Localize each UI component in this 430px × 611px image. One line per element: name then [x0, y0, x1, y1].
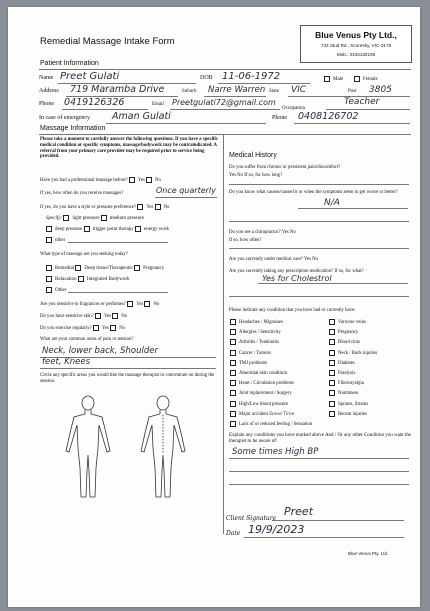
massage-info-heading: Massage Information [40, 125, 106, 132]
q-pain-areas: What are your common areas of pain or tension? [40, 337, 134, 342]
q-exercise: Do you exercise regularly? Yes No [40, 326, 126, 332]
company-address: 733 Stud Rd., Scoresby, VIC-3179 [320, 43, 392, 48]
emergency-value: Aman Gulati [112, 111, 171, 122]
company-name: Blue Venus Pty Ltd., [315, 30, 397, 40]
dob-value: 11-06-1972 [222, 71, 281, 82]
q-chiropractor: Do you see a chiropractor? Yes No [229, 230, 296, 235]
company-mobile: Mob.: 0434130196 [336, 52, 376, 57]
prescription-answer: Yes for Cholestrol [262, 274, 332, 283]
type-options-1: Remedial Deep tissue/Therapeutic Pregnancy [46, 265, 164, 271]
conditions-left-list [230, 319, 312, 431]
condition-item[interactable]: Neck / Back injuries [329, 350, 377, 360]
condition-item[interactable]: Heart / Circulation problems [230, 380, 312, 390]
q-medical-care: Are you currently under medical care? Yes No [229, 257, 318, 262]
client-signature-label: Client Signature [226, 515, 277, 522]
condition-item[interactable]: Lack of or reduced feeling / Sensation [230, 421, 312, 431]
condition-item[interactable]: Fibromyalgia [329, 380, 377, 390]
suburb-label: Suburb [182, 89, 197, 94]
q-chronic-pain-options: Yes No If so, for how long? [229, 173, 283, 178]
body-front-figure [66, 396, 110, 497]
massage-frequency-answer: Once quarterly [156, 186, 216, 195]
condition-item[interactable]: Sprains, Strains [329, 401, 377, 411]
q-conditions: Please indicate any condition that you have had or currently have: [229, 308, 356, 313]
type-other: Other [46, 287, 66, 293]
condition-item[interactable]: Pregnancy [329, 329, 377, 339]
email-value: Preetgulati72@gmail.com [172, 98, 276, 107]
pain-areas-answer-1: Neck, lower back, Shoulder [42, 346, 158, 356]
form-title: Remedial Massage Intake Form [40, 36, 175, 47]
condition-item[interactable]: Arthritis / Tendonitis [230, 339, 312, 349]
condition-item[interactable]: Recent injuries [329, 411, 377, 421]
condition-item[interactable]: Numbness [329, 390, 377, 400]
emergency-phone-value: 0408126702 [298, 111, 359, 122]
causes-answer: N/A [324, 198, 340, 208]
condition-item[interactable]: Blood clots [329, 339, 377, 349]
pressure-options-2: deep pressure trigger point therapy energy work [46, 226, 169, 232]
condition-item[interactable]: Allergies / Sensitivity [230, 329, 312, 339]
q-pressure-preference: If yes, do you have a style or pressure preference? Yes No [40, 205, 170, 211]
dob-label: DOB [200, 75, 213, 81]
post-label: Post [348, 89, 357, 94]
pressure-specify: Specify: light pressure medium pressure [46, 216, 144, 222]
email-label: Email [152, 102, 164, 107]
q-sensitive-skin: Do you have sensitive skin? Yes No [40, 314, 128, 320]
emergency-phone-label: Phone [272, 115, 287, 121]
q-causes: Do you know what causes/caused it or when the symptoms seem to get worse or better? [229, 190, 398, 195]
condition-item[interactable]: Major accident Some Time [230, 411, 312, 421]
body-diagram[interactable] [48, 393, 208, 503]
address-label: Address [39, 88, 59, 94]
phone-value: 0419126326 [64, 97, 125, 108]
suburb-value: Narre Warren [208, 85, 266, 95]
q-massage-type: What type of massage are you seeking today? [40, 252, 128, 257]
emergency-label: In case of emergency [39, 115, 91, 121]
intake-form-page [8, 7, 420, 607]
major-accident-note: Some Time [269, 411, 295, 417]
condition-item[interactable]: Joint replacement / Surgery [230, 390, 312, 400]
circle-areas-note: Circle any specific areas you would like the massage therapist to concentrate on during the session. [40, 373, 215, 384]
phone-label: Phone [39, 101, 54, 107]
condition-item[interactable]: High/Low blood pressure [230, 401, 312, 411]
patient-info-heading: Patient Information [40, 60, 99, 67]
pain-areas-answer-2: feet, Knees [42, 357, 91, 367]
occupation-label: Occupation [282, 106, 306, 111]
state-label: State [269, 89, 279, 94]
q-massage-frequency: If yes, how often do you receive massages? [40, 191, 124, 196]
condition-item[interactable]: Paralysis [329, 370, 377, 380]
explain-conditions: Explain any conditions you have marked above And / Or any other Condition you want the therapist to be aware of: [229, 433, 412, 444]
female-option[interactable]: Female [354, 76, 378, 82]
condition-item[interactable]: Abnormal skin condition [230, 370, 312, 380]
massage-intro: Please take a moment to carefully answer the following questions. If you have a specific medical condition or specific symptoms, massage/bodywork may be contraindicated. A referral from your primary care provider may be required prior to service being provided. [40, 137, 218, 160]
q-chronic-pain: Do you suffer from chronic or persistent pain/discomfort? [229, 165, 341, 170]
conditions-right-list [329, 319, 377, 421]
name-label: Name [39, 75, 54, 81]
q-professional-massage: Have you had a professional massage before? Yes No [40, 178, 161, 184]
address-value: 719 Maramba Drive [70, 84, 165, 95]
date-value: 19/9/2023 [248, 523, 305, 536]
footer-company: Blue Venus Pty. Ltd. [348, 551, 389, 556]
occupation-value: Teacher [344, 97, 380, 107]
condition-item[interactable]: TMJ problems [230, 360, 312, 370]
male-option[interactable]: Male [324, 76, 343, 82]
name-value: Preet Gulati [60, 71, 120, 82]
state-value: VIC [291, 85, 307, 95]
explain-answer: Some times High BP [232, 447, 319, 457]
condition-item[interactable]: Headaches / Migraines [230, 319, 312, 329]
type-options-2: Relaxation Integrated Bodywork [46, 276, 130, 282]
pressure-other: other [46, 237, 65, 243]
condition-item[interactable]: Cancer / Tumors [230, 350, 312, 360]
medical-history-heading: Medical History [229, 152, 277, 159]
q-fragrance: Are you sensitive to fragrances or perfumes? Yes No [40, 302, 160, 308]
condition-item[interactable]: Diabetes [329, 360, 377, 370]
q-chiropractor-frequency: If so, how often? [229, 238, 262, 243]
date-label: Date [226, 530, 241, 537]
company-box [300, 25, 412, 63]
q-prescription: Are you currently taking any prescription medication? If so, for what? [229, 269, 364, 274]
condition-item[interactable]: Varicose veins [329, 319, 377, 329]
post-value: 3805 [369, 85, 392, 95]
client-signature-value: Preet [284, 505, 314, 518]
body-back-figure [141, 396, 185, 497]
